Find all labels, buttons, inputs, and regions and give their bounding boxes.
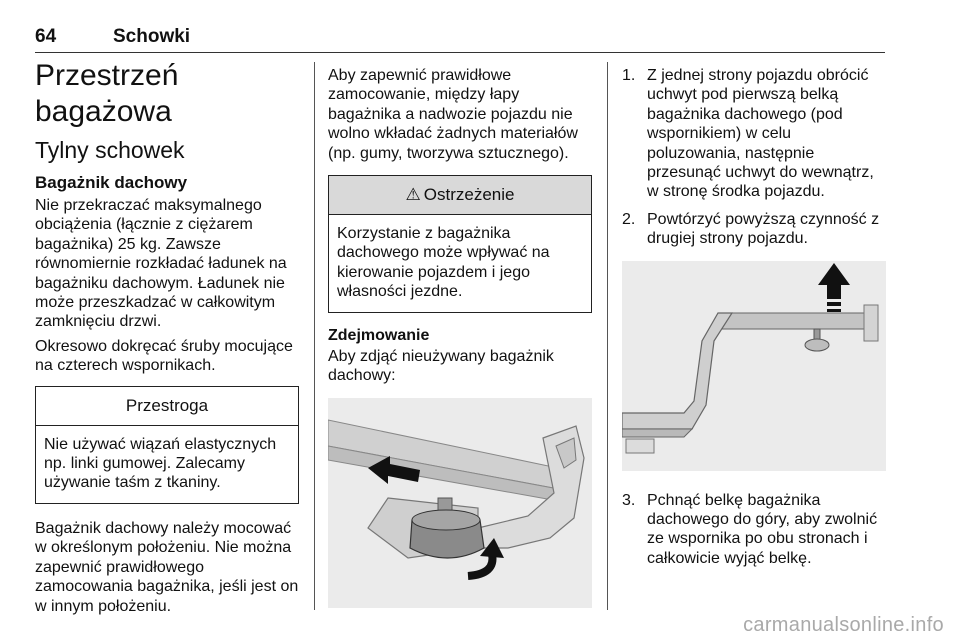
section-heading: Bagażnik dachowy (35, 173, 188, 192)
section-title: Schowki (113, 26, 191, 47)
warning-body: Korzystanie z bagażnika dachowego może wpływać na kierowanie pojazdem i jego własności jezdne. (337, 225, 550, 301)
subchapter-title: Tylny schowek (35, 137, 185, 163)
warning-title: Ostrzeżenie (423, 185, 515, 205)
warning-box (328, 175, 592, 313)
caution-box (35, 386, 299, 504)
column-1 (35, 58, 299, 616)
warning-header (329, 176, 591, 215)
column-divider-1 (314, 62, 315, 610)
paragraph-bolts: Okresowo dokręcać śruby mocujące na czterech wspornikach. (35, 337, 293, 375)
step-number: 2. (622, 210, 636, 228)
step-number: 1. (622, 67, 636, 84)
caution-title: Przestroga (36, 387, 298, 426)
caution-body: Nie używać wiązań elastycznych np. linki gumowej. Zalecamy używanie taśm z tkaniny. (44, 435, 277, 492)
warning-triangle-icon: ⚠ (405, 185, 421, 205)
illustration-roof-rack-bar (622, 261, 886, 471)
page-number: 64 (35, 26, 57, 47)
paragraph-load-limit: Nie przekraczać maksymalnego obciążenia (łącznie z ciężarem bagażnika) 25 kg. Zawsze równomiernie rozkładać ładunek na bagażniku dachowym. Ładunek nie może przeszkadzać w całkowitym zamknięciu drzwi. (35, 197, 287, 331)
removal-heading: Zdejmowanie (328, 326, 430, 344)
step-number: 3. (622, 491, 636, 509)
column-3 (622, 66, 886, 576)
step-text: Powtórzyć powyższą czynność z drugiej strony pojazdu. (647, 210, 880, 248)
page-header (35, 26, 885, 53)
paragraph-no-materials: Aby zapewnić prawidłowe zamocowanie, między łapy bagażnika a nadwozie pojazdu nie wolno wkładać żadnych materiałów (np. gumy, tworzywa sztucznego). (328, 67, 578, 162)
paragraph-mounting-position: Bagażnik dachowy należy mocować w określonym położeniu. Nie można zapewnić prawidłowego zamocowania bagażnika, jeśli jest on w innym położeniu. (35, 519, 299, 615)
step-item (622, 491, 886, 569)
step-item (622, 66, 886, 202)
step-text: Z jednej strony pojazdu obrócić uchwyt pod pierwszą belką bagażnika dachowego (pod wspornikiem) w celu poluzowania, następnie przesunąć uchwyt do wewnątrz, w stronę środka pojazdu. (647, 67, 874, 201)
step-text: Pchnąć belkę bagażnika dachowego do góry, aby zwolnić ze wspornika po obu stronach i całkowicie wyjąć belkę. (647, 491, 878, 567)
chapter-title: Przestrzeń bagażowa (35, 59, 179, 128)
column-divider-2 (607, 62, 608, 610)
column-2 (328, 66, 592, 608)
illustration-roof-rack-knob (328, 398, 592, 608)
step-item (622, 210, 886, 249)
paragraph-removal-intro: Aby zdjąć nieużywany bagażnik dachowy: (328, 347, 554, 385)
watermark: carmanualsonline.info (743, 614, 944, 636)
